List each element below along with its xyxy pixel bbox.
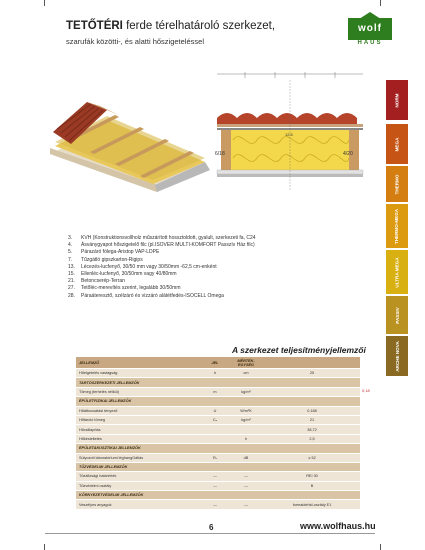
note-text: Betoncserép-Terran <box>81 278 125 285</box>
drawing-label-mid: 12.5 <box>285 132 293 137</box>
table-cell: — <box>202 472 228 481</box>
table-cell: — <box>202 500 228 509</box>
table-cell <box>202 397 228 406</box>
table-cell: W/m²K <box>228 406 264 415</box>
table-row <box>76 500 360 509</box>
table-header <box>264 357 360 369</box>
table-cell: Hőkésleltetés <box>76 434 202 443</box>
note-text: Ásványgyapot hőszigetelő filc (pl.ISOVER MULTI-KOMFORT Passzív Ház filc) <box>81 242 255 249</box>
note-number: 27. <box>68 285 75 292</box>
table-cell <box>228 425 264 434</box>
side-tab-label: THERMO <box>394 174 400 194</box>
table-cell: kg/m² <box>228 387 264 396</box>
side-tab-arche-nova[interactable] <box>386 336 408 376</box>
note-number: 21. <box>68 278 75 285</box>
table-cell: Hőtároló tömeg <box>76 415 202 424</box>
table-cell <box>228 378 264 387</box>
table-cell <box>202 378 228 387</box>
table-cell <box>228 491 264 500</box>
note-number: 7. <box>68 256 73 263</box>
table-cell: Tűzvédelmi osztály <box>76 481 202 490</box>
table-cell <box>202 491 228 500</box>
website-url[interactable]: www.wolfhaus.hu <box>300 521 376 531</box>
drawing-label-right: 4/20 <box>343 151 353 157</box>
note-item <box>68 242 256 249</box>
table-cell: 38,72 <box>264 425 360 434</box>
table-cell: 21 <box>264 415 360 424</box>
note-item <box>68 249 256 256</box>
table-cell: 25 <box>264 369 360 378</box>
roof-3d-illustration <box>45 82 215 192</box>
table-cell <box>264 491 360 500</box>
side-tab-label: NORM <box>394 92 400 108</box>
footer-divider <box>45 533 375 534</box>
side-tab-passiv[interactable] <box>386 296 408 334</box>
note-item <box>68 293 256 300</box>
table-cell: — <box>228 500 264 509</box>
table-cell: — <box>202 481 228 490</box>
table-cell: 0,188 <box>264 406 360 415</box>
table-cell: cm <box>228 369 264 378</box>
table-row <box>76 472 360 481</box>
table-cell: Súlyozott laboratóriumi léghangGátlás <box>76 453 202 462</box>
side-tab-norm[interactable] <box>386 80 408 120</box>
note-text: Lécezés-lucfenyő, 30/50 mm vagy 30/50mm -62,5 cm-enként <box>81 263 217 270</box>
table-cell: Hőátbocsátási tényező <box>76 406 202 415</box>
note-text: Ellenléc-lucfenyő, 30/50mm vagy 40/80mm <box>81 271 177 278</box>
table-cell: Tűzállósági határérték <box>76 472 202 481</box>
side-tab-label: MEGA <box>394 137 400 151</box>
table-cell: REI 30 <box>264 472 360 481</box>
table-header: JELLEMZŐ <box>76 357 202 369</box>
table-cell <box>264 444 360 453</box>
side-tab-label: THERMO-MEGA <box>394 208 400 244</box>
crop-mark <box>380 0 381 6</box>
table-header-row <box>76 357 360 369</box>
table-cell <box>202 425 228 434</box>
table-section-row <box>76 444 360 453</box>
table-cell: Tömeg (terhelés nélkül) <box>76 387 202 396</box>
page-number: 6 <box>209 523 214 532</box>
table-cell: Hőelgetelés vastagság <box>76 369 202 378</box>
side-tab-label: PASSIV <box>394 306 400 324</box>
crop-mark <box>380 544 381 550</box>
note-item <box>68 278 256 285</box>
side-note: 0,18 <box>362 388 370 393</box>
layer-notes <box>68 235 256 300</box>
table-cell: 2,5 <box>264 434 360 443</box>
drawing-label-left: 6/18 <box>215 151 225 157</box>
note-number: 13. <box>68 263 75 270</box>
table-cell: Veszélyes anyagok <box>76 500 202 509</box>
note-item <box>68 271 256 278</box>
crop-mark <box>44 0 45 6</box>
table-section-row <box>76 378 360 387</box>
table-cell <box>264 378 360 387</box>
table-cell <box>228 397 264 406</box>
table-cell <box>202 444 228 453</box>
page-subtitle: szarufák közötti-, és alatti hőszigeteléssel <box>66 37 204 46</box>
note-number: 5. <box>68 249 73 256</box>
note-number: 28. <box>68 292 75 299</box>
logo-sub: HAUS <box>357 40 383 46</box>
note-number: 3. <box>68 235 73 241</box>
logo-word: wolf <box>358 23 382 34</box>
table-cell: KÖRNYEZETVÉDELMI JELLEMZŐK <box>76 491 202 500</box>
note-text: Tetőléc-merevítés szerint, legalább 30/50mm <box>81 285 181 292</box>
table-cell <box>264 387 360 396</box>
side-tab-thermo-mega[interactable] <box>386 204 408 248</box>
table-cell <box>228 444 264 453</box>
table-cell: dB <box>228 453 264 462</box>
table-cell: Hőcsillapítás <box>76 425 202 434</box>
wolf-haus-logo <box>348 18 392 48</box>
table-cell: ÉPÜLETFIZIKAI JELLEMZŐK <box>76 397 202 406</box>
side-tab-label: ULTRA MEGA <box>394 256 400 288</box>
table-header: MÉRTÉK-EGYSÉG <box>228 357 264 369</box>
note-item <box>68 257 256 264</box>
table-cell: TŰZVÉDELMI JELLEMZŐK <box>76 462 202 471</box>
table-row <box>76 387 360 396</box>
side-tab-label: ARCHE NOVA <box>394 340 400 372</box>
note-number: 4. <box>68 242 73 249</box>
table-cell: m <box>202 387 228 396</box>
page-title: TETŐTÉRI ferde térelhatároló szerkezet, <box>66 20 276 32</box>
table-cell: ≥ 52 <box>264 453 360 462</box>
performance-table <box>76 357 360 510</box>
table-cell: kg/m² <box>228 415 264 424</box>
table-row <box>76 369 360 378</box>
crop-mark <box>44 544 45 550</box>
table-cell <box>202 434 228 443</box>
side-tab-ultra-mega[interactable] <box>386 250 408 294</box>
table-cell: Cₐ <box>202 415 228 424</box>
side-tab-thermo[interactable] <box>386 166 408 202</box>
table-cell: formaldehid-osztály E1 <box>264 500 360 509</box>
table-cell: h <box>228 434 264 443</box>
table-row <box>76 406 360 415</box>
table-cell: h <box>202 369 228 378</box>
note-number: 15. <box>68 271 75 278</box>
table-cell <box>264 462 360 471</box>
table-row <box>76 425 360 434</box>
table-row <box>76 481 360 490</box>
table-cell <box>228 462 264 471</box>
note-text: KVH (Konstruktionsvollholz műszárított hossztoldott, gyalult, szerkezeti fa, C24 <box>81 235 256 241</box>
table-cell: B <box>264 481 360 490</box>
table-row <box>76 453 360 462</box>
table-cell: Rᵥ <box>202 453 228 462</box>
table-header: JEL <box>202 357 228 369</box>
table-cell: — <box>228 481 264 490</box>
table-row <box>76 434 360 443</box>
roof-section-drawing <box>215 70 365 200</box>
side-tab-mega[interactable] <box>386 124 408 164</box>
note-item <box>68 285 256 292</box>
table-row <box>76 415 360 424</box>
note-text: Páraáteresztő, szélzáró és vízzáró alátétfedés-ISOCELL Omega <box>81 292 224 299</box>
note-item <box>68 264 256 271</box>
table-section-row <box>76 491 360 500</box>
table-cell <box>202 462 228 471</box>
table-cell: U <box>202 406 228 415</box>
note-text: Párazáró fólega-Aristop VAP-LDPE <box>81 249 160 256</box>
table-cell: — <box>228 472 264 481</box>
table-title: A szerkezet teljesítményjellemzői <box>232 345 366 355</box>
table-section-row <box>76 462 360 471</box>
table-cell <box>264 397 360 406</box>
table-section-row <box>76 397 360 406</box>
table-cell: TARTÓSZERKEZETI JELLEMZŐK <box>76 378 202 387</box>
table-cell: ÉPÜLETAKUSZTIKAI JELLEMZŐK <box>76 444 202 453</box>
note-text: Tűzgátló gipszkarton-Rigips <box>81 256 143 263</box>
